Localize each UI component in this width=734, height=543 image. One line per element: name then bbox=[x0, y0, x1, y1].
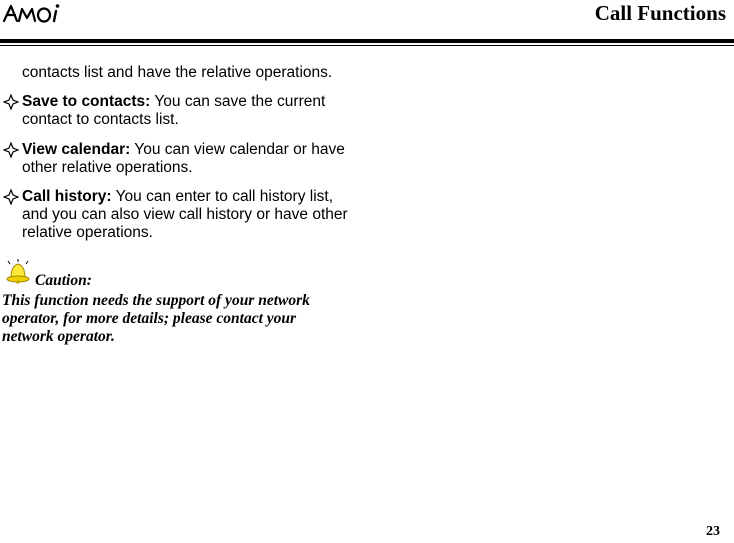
continued-paragraph: contacts list and have the relative operations. bbox=[22, 64, 333, 81]
diamond-bullet-icon bbox=[3, 189, 19, 205]
caution-label: Caution: bbox=[35, 272, 92, 289]
diamond-bullet-icon bbox=[3, 94, 19, 110]
list-item-view-calendar bbox=[3, 141, 353, 177]
list-item-description: You can enter to call history list, and you can also view call history or have other relative operations. bbox=[22, 188, 348, 241]
list-item-description: You can view calendar or have other relative operations. bbox=[22, 141, 345, 176]
page-number: 23 bbox=[706, 524, 720, 539]
list-item-call-history bbox=[3, 188, 353, 242]
caution-text: This function needs the support of your network operator, for more details; please contact your network operator. bbox=[2, 292, 310, 345]
header-divider-thick bbox=[0, 39, 734, 43]
bell-icon bbox=[2, 258, 34, 286]
list-item-term: View calendar: bbox=[22, 141, 131, 158]
list-item-save-to-contacts bbox=[3, 93, 353, 129]
amoi-logo bbox=[2, 2, 62, 24]
list-item-term: Call history: bbox=[22, 188, 112, 205]
diamond-bullet-icon bbox=[3, 142, 19, 158]
list-item-description: You can save the current contact to contacts list. bbox=[22, 93, 326, 128]
page-header-title: Call Functions bbox=[594, 1, 726, 25]
list-item-term: Save to contacts: bbox=[22, 93, 151, 110]
header-divider-thin bbox=[0, 45, 734, 46]
